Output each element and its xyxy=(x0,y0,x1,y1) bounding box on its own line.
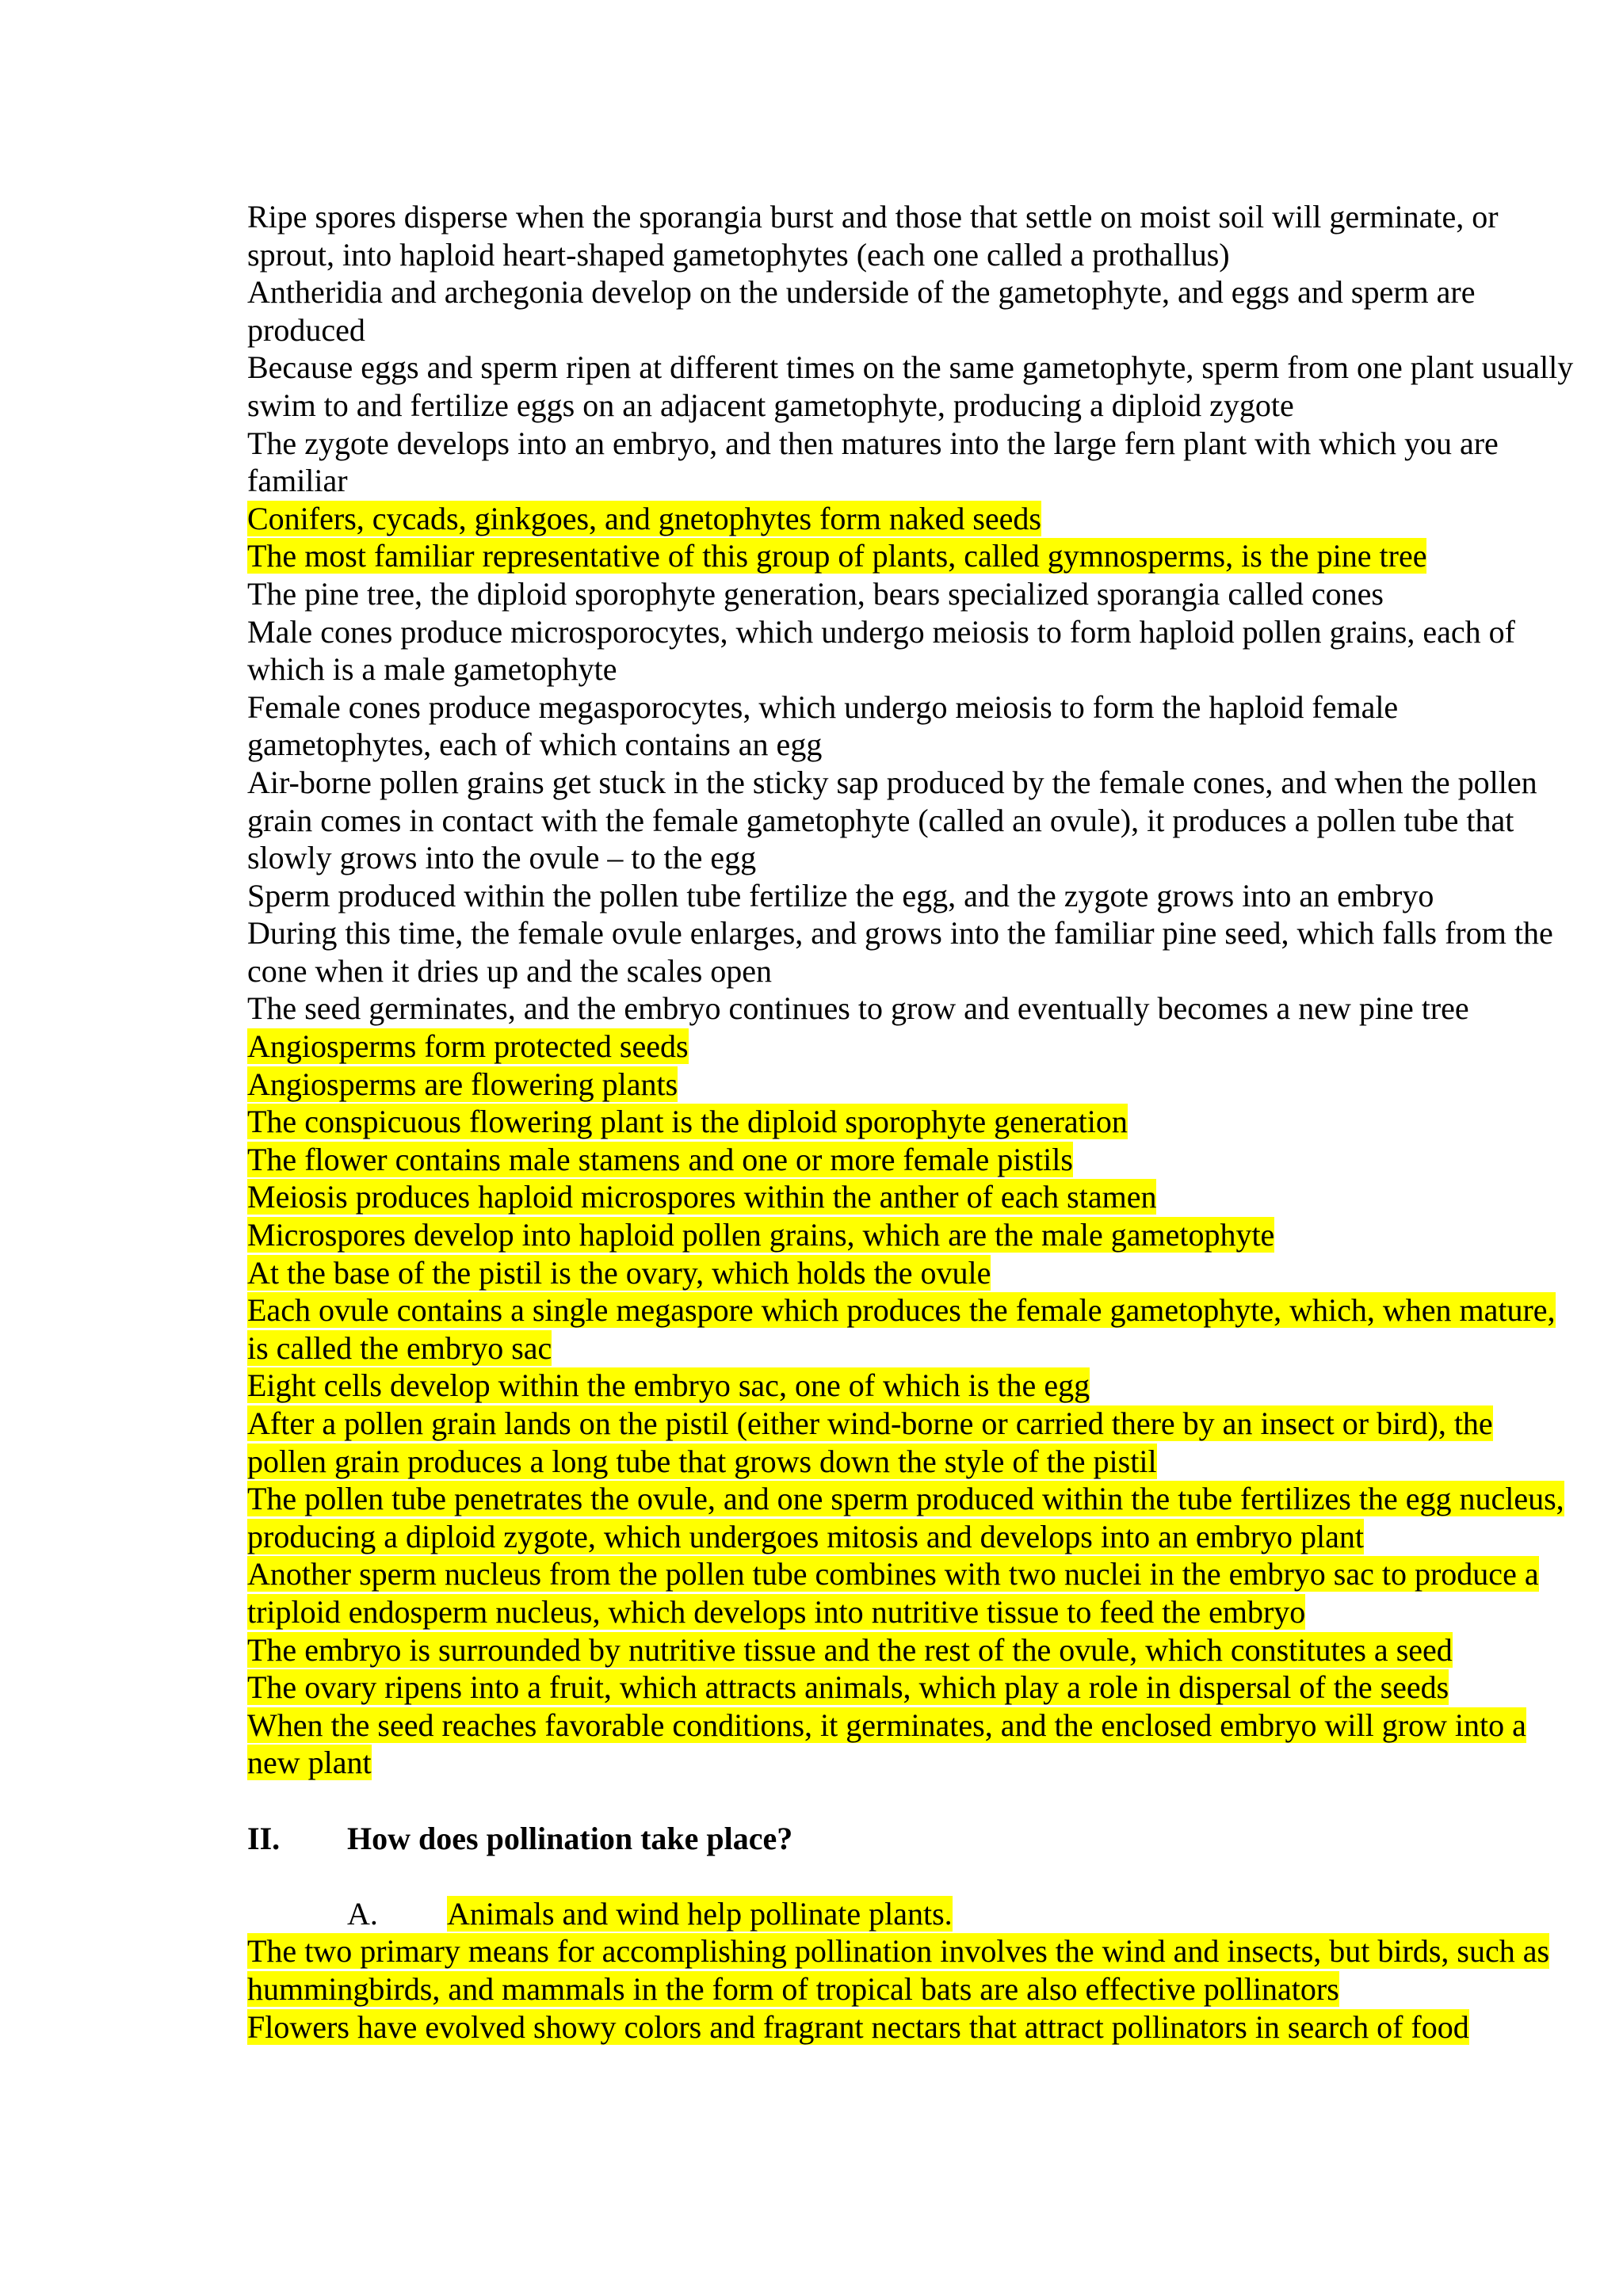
note-line xyxy=(247,1669,1579,1707)
body-text: Sperm produced within the pollen tube fertilize the egg, and the zygote grows into an embryo xyxy=(247,877,1434,913)
note-line xyxy=(247,273,1579,349)
note-line xyxy=(247,1103,1579,1141)
note-line xyxy=(247,1291,1579,1367)
note-line xyxy=(247,1216,1579,1254)
note-line xyxy=(247,1405,1579,1480)
notes-block-1 xyxy=(247,198,1579,1782)
section-title: How does pollination take place? xyxy=(347,1820,793,1856)
highlighted-text: The flower contains male stamens and one or more female pistils xyxy=(247,1141,1073,1177)
highlighted-text: After a pollen grain lands on the pistil (either wind-borne or carried there by an insect or bird), the pollen grain produces a long tube that grows down the style of the pistil xyxy=(247,1405,1493,1479)
note-line xyxy=(247,990,1579,1028)
note-line xyxy=(247,500,1579,538)
highlighted-text: Conifers, cycads, ginkgoes, and gnetophytes form naked seeds xyxy=(247,500,1041,536)
body-text: Male cones produce microsporocytes, which undergo meiosis to form haploid pollen grains, each of which is a male gametophyte xyxy=(247,613,1515,688)
subsection-heading xyxy=(247,1895,1579,1933)
body-text: Antheridia and archegonia develop on the underside of the gametophyte, and eggs and sperm are produced xyxy=(247,274,1476,348)
section-heading xyxy=(247,1820,1579,1858)
note-line xyxy=(247,613,1579,688)
note-line xyxy=(247,1707,1579,1782)
body-text: During this time, the female ovule enlarges, and grows into the familiar pine seed, which falls from the cone when it dries up and the scales open xyxy=(247,915,1553,989)
highlighted-text: Microspores develop into haploid pollen grains, which are the male gametophyte xyxy=(247,1217,1275,1253)
highlighted-text: The embryo is surrounded by nutritive tissue and the rest of the ovule, which constitutes a seed xyxy=(247,1631,1453,1668)
body-text: Air-borne pollen grains get stuck in the sticky sap produced by the female cones, and when the pollen grain comes in contact with the female gametophyte (called an ovule), it produces a pollen tube that slowly grows into the ovule – to the egg xyxy=(247,764,1537,876)
blank-line xyxy=(247,1782,1579,1820)
body-text: Female cones produce megasporocytes, which undergo meiosis to form the haploid female gametophytes, each of which contains an egg xyxy=(247,688,1399,763)
note-line xyxy=(247,425,1579,500)
note-line xyxy=(247,537,1579,575)
highlighted-text: The conspicuous flowering plant is the diploid sporophyte generation xyxy=(247,1104,1128,1140)
notes-block-2 xyxy=(247,1932,1579,2046)
highlighted-text: The pollen tube penetrates the ovule, and one sperm produced within the tube fertilizes the egg nucleus, producing a diploid zygote, which undergoes mitosis and develops into an embryo plant xyxy=(247,1481,1564,1554)
note-line xyxy=(247,1178,1579,1216)
highlighted-text: The most familiar representative of this group of plants, called gymnosperms, is the pine tree xyxy=(247,538,1427,574)
section-number: II. xyxy=(247,1820,281,1856)
highlighted-text: Flowers have evolved showy colors and fragrant nectars that attract pollinators in search of food xyxy=(247,2008,1469,2045)
note-line xyxy=(247,764,1579,877)
highlighted-text: Eight cells develop within the embryo sac, one of which is the egg xyxy=(247,1367,1090,1404)
highlighted-text: Angiosperms form protected seeds xyxy=(247,1028,689,1065)
note-line xyxy=(247,877,1579,915)
highlighted-text: Angiosperms are flowering plants xyxy=(247,1066,678,1102)
body-text: The pine tree, the diploid sporophyte generation, bears specialized sporangia called cones xyxy=(247,575,1384,612)
highlighted-text: The two primary means for accomplishing pollination involves the wind and insects, but birds, such as hummingbirds, and mammals in the form of tropical bats are also effective pollinators xyxy=(247,1933,1550,2007)
note-line xyxy=(247,1066,1579,1104)
note-line xyxy=(247,1141,1579,1179)
note-line xyxy=(247,914,1579,990)
note-line xyxy=(247,1254,1579,1292)
note-line xyxy=(247,1028,1579,1066)
highlighted-text: Meiosis produces haploid microspores within the anther of each stamen xyxy=(247,1179,1157,1215)
highlighted-text: Another sperm nucleus from the pollen tube combines with two nuclei in the embryo sac to produce a triploid endosperm nucleus, which develops into nutritive tissue to feed the embryo xyxy=(247,1556,1539,1630)
blank-line xyxy=(247,1857,1579,1895)
body-text: The zygote develops into an embryo, and then matures into the large fern plant with which you are familiar xyxy=(247,425,1499,499)
note-line xyxy=(247,1555,1579,1630)
note-line xyxy=(247,349,1579,424)
note-line xyxy=(247,2008,1579,2046)
note-line xyxy=(247,1367,1579,1405)
note-line xyxy=(247,1631,1579,1669)
highlighted-text: The ovary ripens into a fruit, which attracts animals, which play a role in dispersal of the seeds xyxy=(247,1669,1449,1706)
note-line xyxy=(247,1932,1579,2008)
subsection-title: Animals and wind help pollinate plants. xyxy=(447,1895,953,1932)
note-line xyxy=(247,198,1579,273)
note-line xyxy=(247,575,1579,613)
subsection-letter: A. xyxy=(347,1895,378,1932)
highlighted-text: When the seed reaches favorable conditions, it germinates, and the enclosed embryo will grow into a new plant xyxy=(247,1707,1526,1781)
document-body xyxy=(247,198,1579,2046)
highlighted-text: At the base of the pistil is the ovary, which holds the ovule xyxy=(247,1254,991,1291)
note-line xyxy=(247,1480,1579,1555)
note-line xyxy=(247,688,1579,764)
body-text: Ripe spores disperse when the sporangia burst and those that settle on moist soil will germinate, or sprout, into haploid heart-shaped gametophytes (each one called a prothallus) xyxy=(247,199,1499,273)
body-text: The seed germinates, and the embryo continues to grow and eventually becomes a new pine tree xyxy=(247,990,1469,1027)
body-text: Because eggs and sperm ripen at different times on the same gametophyte, sperm from one plant usually swim to and fertilize eggs on an adjacent gametophyte, producing a diploid zygote xyxy=(247,349,1574,423)
highlighted-text: Each ovule contains a single megaspore which produces the female gametophyte, which, when mature, is called the embryo sac xyxy=(247,1292,1556,1366)
